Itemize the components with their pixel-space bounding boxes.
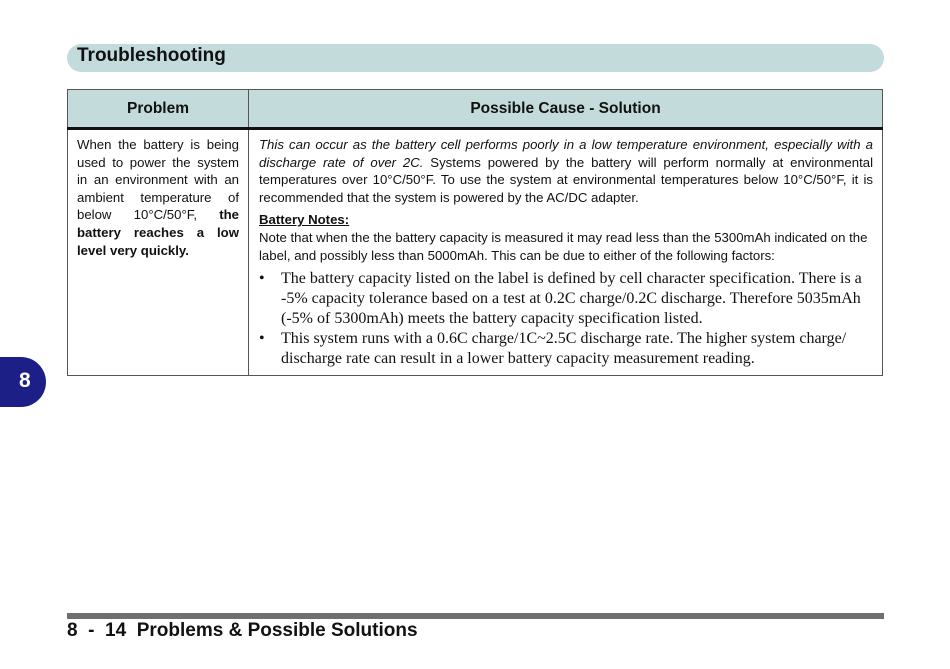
problem-text: When the battery is being used to power the system in an environment with an ambient temperature of below 10°C/50°F, <box>77 137 239 223</box>
chapter-tab-number: 8 <box>19 369 31 392</box>
list-item <box>259 329 873 369</box>
list-item-text: This system runs with a 0.6C charge/1C~2.5C discharge rate. The higher system charge/ discharge rate can result in a lower battery capacity measurement reading. <box>281 330 847 368</box>
footer-rule <box>67 613 884 619</box>
problem-cell <box>68 129 249 376</box>
table-header-row <box>68 90 883 129</box>
section-title: Troubleshooting <box>77 45 226 66</box>
list-item-text: The battery capacity listed on the label is defined by cell character specification. There is a -5% capacity tolerance based on a test at 0.2C charge/0.2C discharge. Therefore 5035mAh (-5% of 5300mAh) meets the battery capacity specification listed. <box>281 270 862 328</box>
solution-italic-text: This can occur as the battery cell performs poorly in a low temperature environment, especially with a discharge rate of over 2C. <box>259 137 873 170</box>
solution-cell <box>249 129 883 376</box>
battery-notes-heading: Battery Notes: <box>259 212 350 228</box>
troubleshooting-table <box>67 89 883 376</box>
solution-paragraph <box>259 136 873 206</box>
section-title-bar <box>67 44 884 72</box>
list-item <box>259 269 873 329</box>
bullet-icon: • <box>259 270 265 288</box>
solution-text: Systems powered by the battery will perform normally at environmental temperatures over 10°C/50°F. To use the system at environmental temperatures below 10°C/50°F, it is recommended that the system is powered by the AC/DC adapter. <box>259 154 873 205</box>
header-problem: Problem <box>68 90 249 129</box>
table-row <box>68 129 883 376</box>
footer-page-label: 8 - 14 Problems & Possible Solutions <box>67 620 418 641</box>
chapter-tab <box>0 357 46 407</box>
battery-notes-list <box>259 269 873 369</box>
problem-emphasis: the battery reaches a low level very quickly. <box>77 207 239 258</box>
header-solution: Possible Cause - Solution <box>249 90 883 129</box>
battery-notes-text: Note that when the the battery capacity is measured it may read less than the 5300mAh indicated on the label, and possibly less than 5000mAh. This can be due to either of the following factors: <box>259 229 868 263</box>
bullet-icon: • <box>259 330 265 348</box>
